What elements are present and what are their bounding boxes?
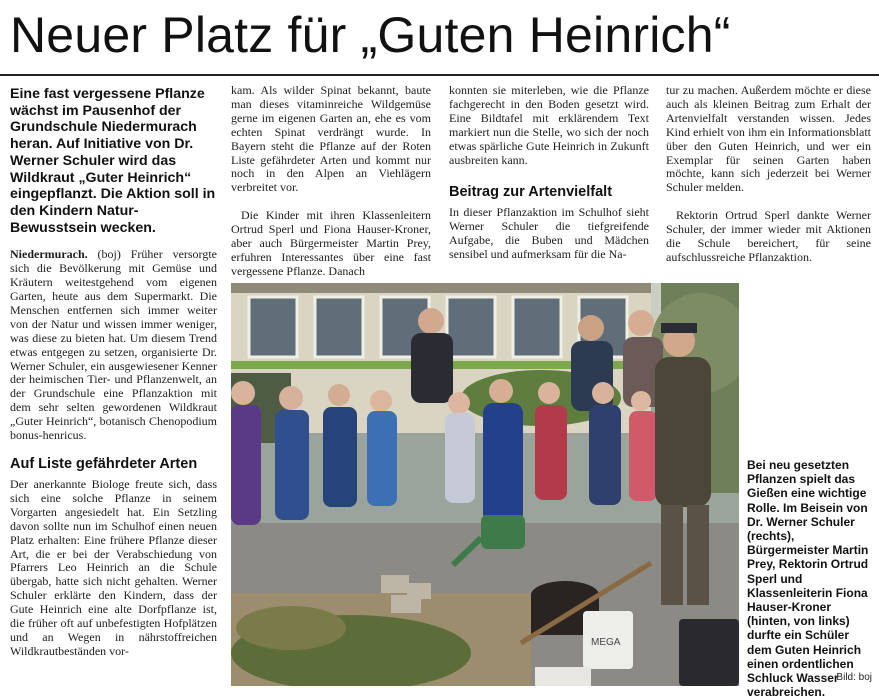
bucket-label: MEGA bbox=[591, 637, 621, 648]
body-text-col1b bbox=[10, 478, 217, 659]
article-photo bbox=[231, 283, 739, 686]
column-1 bbox=[10, 86, 217, 659]
paragraph-intro bbox=[10, 248, 217, 443]
headline-rule bbox=[0, 74, 879, 76]
paragraph-3: kam. Als wilder Spinat bekannt, baute man dieses vitaminreiche Wildgemüse gerne im eigenen Garten an, ehe es vom echten Spinat verdrängt wurde. In Bayern steht die Pflanze auf der Roten Liste gefährdeter Arten und kommt nur noch in den Alpen an Viehlägern verbreitet vor. bbox=[231, 83, 431, 195]
body-text-col1 bbox=[10, 248, 217, 443]
paragraph-1: (boj) Früher versorgte sich die Bevölkerung mit Gemüse und Kräutern weitestgehend vom eigenen Garten, heute aus dem Supermarkt. Die Menschen entfernen sich immer weiter von der Natur und wissen immer weniger, was diese zu bieten hat. Um diesem Trend etwas entgegen zu setzen, organisierte Dr. Werner Schuler, ein ausgewiesener Kenner der heimischen Tier- und Pflanzenwelt, an der Grundschule eine Pflanzaktion mit dem sehr selten gewordenen Wildkraut „Guter Heinrich“, botanisch Chenopodium bonus-henricus. bbox=[10, 247, 217, 443]
paragraph-4: Die Kinder mit ihren Klassenleitern Ortrud Sperl und Fiona Hauser-Kroner, aber auch Bürgermeister Martin Prey, erfuhren Interessantes über eine fast vergessene Pflanze. Danach bbox=[231, 208, 431, 278]
dateline: Niedermurach. bbox=[10, 247, 88, 262]
paragraph-5: konnten sie miterleben, wie die Pflanze fachgerecht in den Boden gesetzt wird. Eine Bildtafel mit erklärendem Text markiert nun die Stelle, wo sich der noch etwas spärliche Gute Heinrich in Zukunft ausbreiten kann. bbox=[449, 83, 649, 167]
paragraph-8: Rektorin Ortrud Sperl dankte Werner Schuler, der immer wieder mit Aktionen die Schule bereichert, für seine aufschlussreiche Pflanzaktion. bbox=[666, 208, 871, 264]
school-garden-photo bbox=[231, 283, 739, 686]
paragraph-7: tur zu machen. Außerdem möchte er diese auch als kleinen Beitrag zum Erhalt der Artenvielfalt verstanden wissen. Jedes Kind erhielt von ihm ein Informationsblatt über den Guten Heinrich, und wer ein Exemplar für seinen Garten haben möchte, kann sich jederzeit bei Werner Schuler melden. bbox=[666, 83, 871, 195]
column-2 bbox=[231, 84, 431, 279]
subhead-rote-liste: Auf Liste gefährdeter Arten bbox=[10, 456, 198, 473]
paragraph-6: In dieser Pflanzaktion im Schulhof sieht Werner Schuler die tiefgreifende Aufgabe, die Buben und Mädchen sensibel und aufmerksam für die Na- bbox=[449, 205, 649, 262]
photo-credit: Bild: boj bbox=[836, 672, 872, 683]
column-3 bbox=[449, 84, 649, 262]
article-lead: Eine fast vergessene Pflanze wächst im Pausenhof der Grundschule Niedermurach heran. Auf Initiative von Dr. Werner Schuler wird das Wildkraut „Guter Heinrich“ eingepflanzt. Die Aktion soll in den Kindern Natur-Bewusstsein wecken. bbox=[10, 86, 216, 236]
article-headline: Neuer Platz für „Guten Heinrich“ bbox=[10, 7, 731, 63]
column-4 bbox=[666, 84, 871, 265]
photo-caption: Bei neu gesetzten Pflanzen spielt das Gießen eine wichtige Rolle. Im Beisein von Dr. Werner Schuler (rechts), Bürgermeister Martin Prey, Rektorin Ortrud Sperl und Klassenleiterin Fiona Hauser-Kroner (hinten, von links) durfte ein Schüler dem Guten Heinrich einen ordentlichen Schluck Wasser verabreichen. bbox=[747, 458, 869, 699]
paragraph-2: Der anerkannte Biologe freute sich, dass sich eine solche Pflanze in seinem Vorgarten angesiedelt hat. Ein Setzling davon sollte nun im Schulhof einen neuen Platz erhalten: Eine frühere Pflanze dieser Art, die er bei der Verabschiedung von Pfarrers Leo Heinrich an die Schule übergab, hatte sich nicht gehalten. Werner Schuler erklärte den Kindern, dass der Gute Heinrich eine alte Dorfpflanze ist, die früher oft auf unbefestigten Hofplätzen und an Wegen in nährstoffreichen Wildkrautbeständen vor- bbox=[10, 477, 217, 658]
subhead-artenvielfalt: Beitrag zur Artenvielfalt bbox=[449, 184, 613, 201]
